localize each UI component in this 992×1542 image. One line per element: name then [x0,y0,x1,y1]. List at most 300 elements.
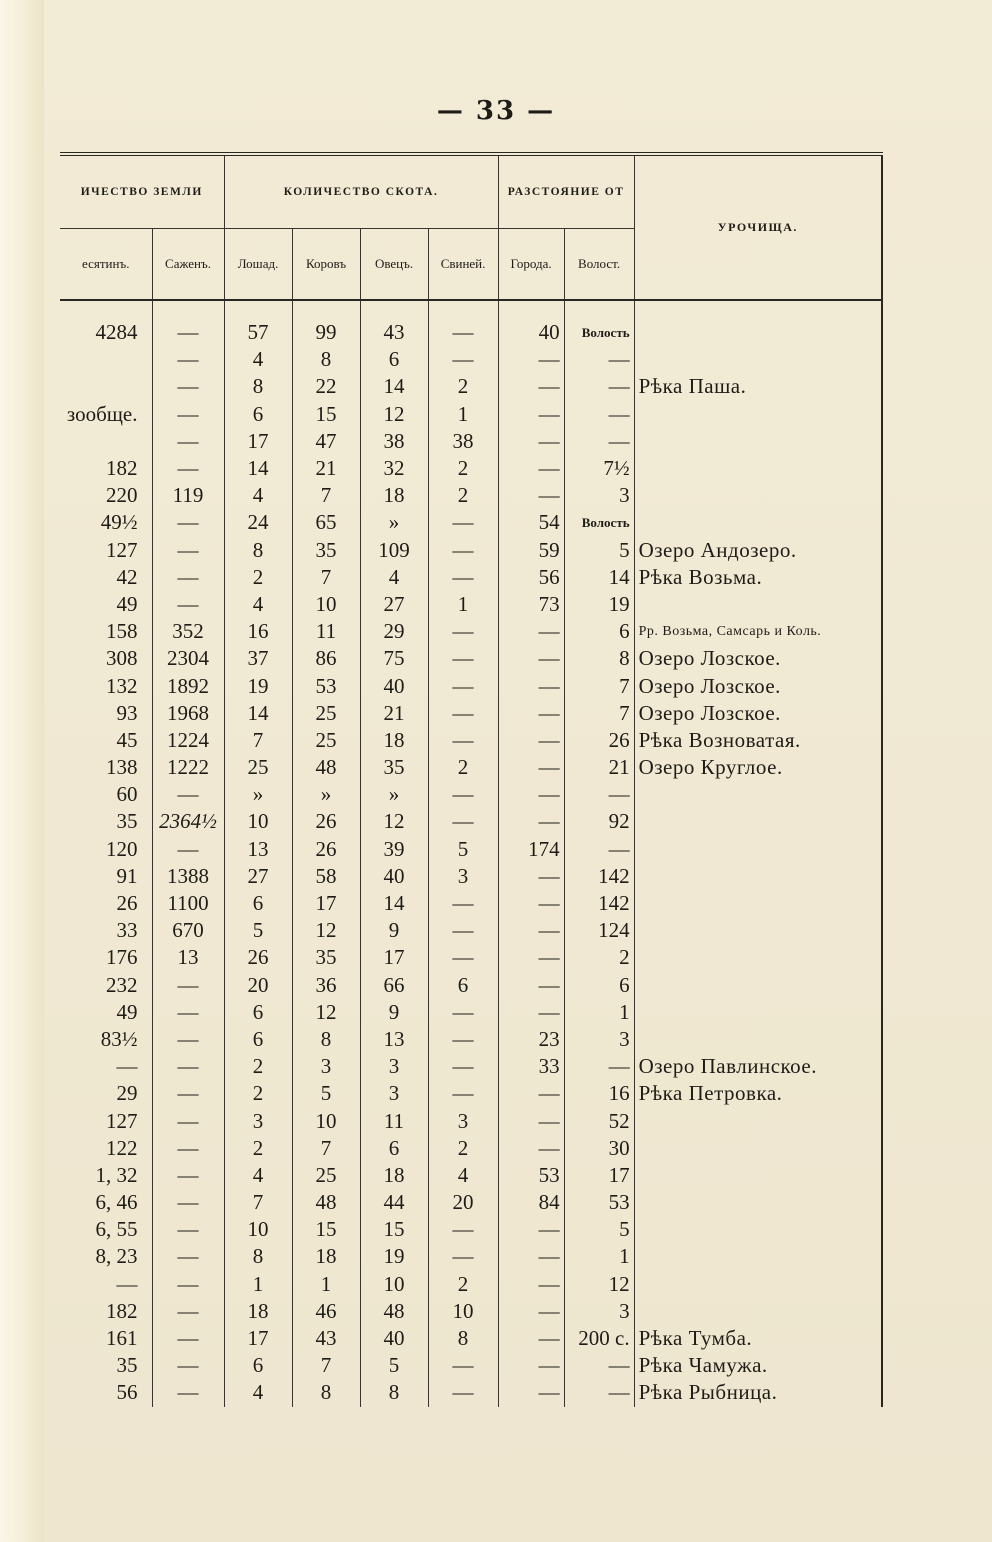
cell-horses: 4 [224,346,292,373]
cell-horses: 10 [224,1216,292,1243]
cell-desyatin: 35 [60,808,152,835]
cell-desyatin: 308 [60,645,152,672]
cell-cows: 17 [292,890,360,917]
cell-pigs: 2 [428,373,498,400]
cell-cows: 18 [292,1243,360,1270]
cell-pigs: 2 [428,754,498,781]
cell-volost: 7 [564,700,634,727]
cell-horses: 14 [224,700,292,727]
cell-sazhen: 352 [152,618,224,645]
cell-horses: 4 [224,482,292,509]
cell-place: Озеро Павлинское. [634,1053,882,1080]
cell-volost: — [564,401,634,428]
cell-sazhen: — [152,537,224,564]
cell-horses: 5 [224,917,292,944]
cell-horses: 14 [224,455,292,482]
cell-cows: 65 [292,509,360,536]
cell-cows: 21 [292,455,360,482]
cell-place: Рѣка Петровка. [634,1080,882,1107]
cell-desyatin: 176 [60,944,152,971]
cell-sheep: 14 [360,890,428,917]
cell-volost: 7½ [564,455,634,482]
cell-cows: 15 [292,1216,360,1243]
cell-cows: 5 [292,1080,360,1107]
cell-volost: 8 [564,645,634,672]
cell-town: — [498,781,564,808]
cell-desyatin [60,346,152,373]
cell-cows: 26 [292,808,360,835]
cell-sazhen: — [152,509,224,536]
table-row [60,1107,882,1134]
cell-sazhen: — [152,1271,224,1298]
cell-sheep: 18 [360,1162,428,1189]
cell-town: — [498,972,564,999]
cell-pigs: — [428,672,498,699]
cell-volost: — [564,781,634,808]
cell-sazhen: — [152,1352,224,1379]
cell-horses: 10 [224,808,292,835]
cell-volost: 124 [564,917,634,944]
cell-horses: 8 [224,373,292,400]
cell-town: — [498,1271,564,1298]
cell-sazhen: 13 [152,944,224,971]
cell-desyatin: 127 [60,1107,152,1134]
cell-place [634,346,882,373]
cell-place [634,482,882,509]
cell-sazhen: — [152,1298,224,1325]
table-row [60,1352,882,1379]
cell-pigs: — [428,727,498,754]
cell-sheep: 10 [360,1271,428,1298]
cell-volost: 52 [564,1107,634,1134]
cell-desyatin: 127 [60,537,152,564]
cell-place: Рѣка Чамужа. [634,1352,882,1379]
cell-desyatin: 49 [60,999,152,1026]
cell-horses: 37 [224,645,292,672]
cell-horses: 2 [224,1080,292,1107]
cell-sheep: 15 [360,1216,428,1243]
cell-town: — [498,482,564,509]
cell-cows: 15 [292,401,360,428]
cell-sazhen: — [152,455,224,482]
cell-place [634,1216,882,1243]
cell-sazhen: 119 [152,482,224,509]
cell-town: — [498,645,564,672]
cell-sheep: 3 [360,1080,428,1107]
cell-pigs: — [428,700,498,727]
cell-desyatin: 83½ [60,1026,152,1053]
cell-volost: 14 [564,564,634,591]
cell-place [634,591,882,618]
cell-town: 73 [498,591,564,618]
cell-pigs: — [428,999,498,1026]
cell-place [634,1271,882,1298]
cell-town: — [498,754,564,781]
cell-sheep: 38 [360,428,428,455]
cell-place: Озеро Лозское. [634,672,882,699]
cell-place [634,1189,882,1216]
table-row [60,373,882,400]
cell-place: Рѣка Возьма. [634,564,882,591]
cell-desyatin: 8, 23 [60,1243,152,1270]
table-row [60,1026,882,1053]
cell-pigs: 38 [428,428,498,455]
cell-sheep: 12 [360,808,428,835]
cell-town: 56 [498,564,564,591]
cell-place [634,1243,882,1270]
cell-volost: 3 [564,1026,634,1053]
cell-horses: 6 [224,401,292,428]
cell-sazhen: 1224 [152,727,224,754]
cell-place: Рѣка Тумба. [634,1325,882,1352]
table-row [60,1216,882,1243]
cell-sazhen: — [152,781,224,808]
cell-sheep: 9 [360,917,428,944]
cell-cows: 1 [292,1271,360,1298]
cell-desyatin: 91 [60,863,152,890]
cell-desyatin: 35 [60,1352,152,1379]
book-gutter [0,0,44,1542]
table-row [60,428,882,455]
cell-sheep: 8 [360,1379,428,1406]
header-volost: Волост. [564,229,634,301]
cell-sheep: 40 [360,863,428,890]
cell-pigs: 20 [428,1189,498,1216]
cell-place: Рр. Возьма, Самсарь и Коль. [634,618,882,645]
cell-sheep: 19 [360,1243,428,1270]
cell-cows: 7 [292,1135,360,1162]
cell-horses: 8 [224,537,292,564]
cell-town: — [498,346,564,373]
cell-sazhen: — [152,1080,224,1107]
cell-place [634,972,882,999]
table-row [60,1325,882,1352]
cell-pigs: — [428,890,498,917]
cell-pigs: — [428,509,498,536]
cell-horses: 4 [224,591,292,618]
cell-volost: — [564,836,634,863]
cell-sheep: 109 [360,537,428,564]
cell-place [634,401,882,428]
cell-sheep: 18 [360,482,428,509]
cell-desyatin: 33 [60,917,152,944]
cell-horses: 4 [224,1379,292,1406]
header-town: Города. [498,229,564,301]
cell-place: Озеро Лозское. [634,700,882,727]
cell-sazhen: — [152,1026,224,1053]
cell-sheep: 32 [360,455,428,482]
cell-horses: 7 [224,1189,292,1216]
cell-cows: 11 [292,618,360,645]
cell-town: — [498,618,564,645]
cell-horses: 2 [224,1053,292,1080]
cell-desyatin: зообще. [60,401,152,428]
cell-sheep: 44 [360,1189,428,1216]
cell-pigs: — [428,944,498,971]
cell-pigs: 1 [428,401,498,428]
cell-sazhen: — [152,1107,224,1134]
header-distance: РАЗСТОЯНИЕ ОТ [498,154,634,229]
cell-sazhen: — [152,999,224,1026]
cell-horses: 17 [224,1325,292,1352]
cell-sheep: 5 [360,1352,428,1379]
cell-horses: 7 [224,727,292,754]
table-row [60,1271,882,1298]
cell-horses: 1 [224,1271,292,1298]
cell-town: — [498,672,564,699]
header-desyatin: есятинъ. [60,229,152,301]
cell-cows: 7 [292,1352,360,1379]
cell-horses: 27 [224,863,292,890]
cell-sazhen: — [152,373,224,400]
header-land: ИЧЕСТВО ЗЕМЛИ [60,154,224,229]
table-row [60,972,882,999]
table-row [60,346,882,373]
cell-sazhen: 1100 [152,890,224,917]
table-row [60,401,882,428]
cell-desyatin: 158 [60,618,152,645]
cell-cows: 22 [292,373,360,400]
cell-cows: 25 [292,1162,360,1189]
cell-pigs: — [428,781,498,808]
cell-volost: — [564,1352,634,1379]
table-row [60,917,882,944]
cell-cows: 58 [292,863,360,890]
cell-volost: — [564,346,634,373]
cell-volost: 2 [564,944,634,971]
cell-volost: 16 [564,1080,634,1107]
cell-sheep: 12 [360,401,428,428]
cell-place: Озеро Круглое. [634,754,882,781]
table-row [60,700,882,727]
table-row [60,890,882,917]
cell-pigs: — [428,564,498,591]
cell-pigs: — [428,537,498,564]
cell-volost: 1 [564,999,634,1026]
table-row [60,836,882,863]
cell-sazhen: — [152,1325,224,1352]
cell-town: — [498,700,564,727]
cell-sazhen: 670 [152,917,224,944]
cell-town: — [498,428,564,455]
cell-horses: 18 [224,1298,292,1325]
cell-town: — [498,890,564,917]
cell-sheep: 35 [360,754,428,781]
statistics-table [60,152,883,1407]
cell-town: — [498,1325,564,1352]
cell-town: — [498,1107,564,1134]
cell-place: Озеро Лозское. [634,645,882,672]
cell-sheep: 14 [360,373,428,400]
cell-cows: 47 [292,428,360,455]
cell-place [634,890,882,917]
cell-cows: 12 [292,917,360,944]
cell-volost: — [564,1053,634,1080]
cell-sazhen: 2304 [152,645,224,672]
cell-volost: 142 [564,863,634,890]
cell-pigs: 10 [428,1298,498,1325]
cell-pigs: — [428,346,498,373]
cell-sazhen: 1222 [152,754,224,781]
cell-sazhen: — [152,972,224,999]
cell-sheep: 27 [360,591,428,618]
cell-desyatin: 6, 55 [60,1216,152,1243]
cell-desyatin: 29 [60,1080,152,1107]
cell-sheep: 48 [360,1298,428,1325]
cell-horses: » [224,781,292,808]
cell-place [634,455,882,482]
cell-sheep: » [360,509,428,536]
cell-town: — [498,863,564,890]
cell-desyatin: 1, 32 [60,1162,152,1189]
table-body [60,300,882,1407]
table-row [60,618,882,645]
table-row [60,1298,882,1325]
cell-volost: Волость [564,300,634,346]
cell-place [634,863,882,890]
cell-place [634,1107,882,1134]
cell-desyatin: 132 [60,672,152,699]
cell-volost: 92 [564,808,634,835]
cell-town: 174 [498,836,564,863]
table-row [60,863,882,890]
cell-pigs: 1 [428,591,498,618]
cell-volost: 3 [564,1298,634,1325]
table-row [60,482,882,509]
table-row [60,944,882,971]
cell-volost: — [564,1379,634,1406]
cell-sheep: 66 [360,972,428,999]
table-row [60,1162,882,1189]
cell-sazhen: — [152,1243,224,1270]
cell-cows: 36 [292,972,360,999]
cell-desyatin: 120 [60,836,152,863]
cell-cows: 99 [292,300,360,346]
cell-sheep: 13 [360,1026,428,1053]
cell-town: — [498,373,564,400]
cell-town: 59 [498,537,564,564]
cell-cows: 12 [292,999,360,1026]
cell-horses: 26 [224,944,292,971]
cell-desyatin: 138 [60,754,152,781]
cell-cows: 35 [292,944,360,971]
table-row [60,781,882,808]
cell-cows: 8 [292,1026,360,1053]
cell-sheep: 11 [360,1107,428,1134]
cell-sheep: 29 [360,618,428,645]
cell-volost: 30 [564,1135,634,1162]
cell-desyatin: 45 [60,727,152,754]
cell-volost: 1 [564,1243,634,1270]
cell-cows: 10 [292,591,360,618]
cell-sazhen: 1388 [152,863,224,890]
cell-town: 40 [498,300,564,346]
cell-sazhen: — [152,836,224,863]
cell-horses: 8 [224,1243,292,1270]
cell-sheep: 40 [360,672,428,699]
cell-pigs: — [428,618,498,645]
cell-place [634,300,882,346]
cell-desyatin: 49½ [60,509,152,536]
cell-pigs: — [428,300,498,346]
cell-pigs: 8 [428,1325,498,1352]
cell-volost: — [564,428,634,455]
cell-volost: 26 [564,727,634,754]
cell-town: 23 [498,1026,564,1053]
cell-sazhen: — [152,1135,224,1162]
cell-place [634,836,882,863]
cell-town: — [498,727,564,754]
cell-horses: 13 [224,836,292,863]
cell-horses: 4 [224,1162,292,1189]
cell-sazhen: 2364½ [152,808,224,835]
cell-pigs: — [428,1379,498,1406]
cell-volost: 3 [564,482,634,509]
header-horses: Лошад. [224,229,292,301]
cell-volost: 17 [564,1162,634,1189]
cell-sheep: 4 [360,564,428,591]
cell-volost: — [564,373,634,400]
table-row [60,300,882,346]
header-sheep: Овецъ. [360,229,428,301]
cell-horses: 6 [224,1026,292,1053]
cell-volost: 7 [564,672,634,699]
group-header-row [60,154,882,229]
cell-cows: 25 [292,700,360,727]
cell-desyatin: 56 [60,1379,152,1406]
cell-place [634,808,882,835]
cell-desyatin: 220 [60,482,152,509]
cell-town: 53 [498,1162,564,1189]
cell-cows: 46 [292,1298,360,1325]
cell-horses: 24 [224,509,292,536]
cell-pigs: — [428,1352,498,1379]
cell-volost: Волость [564,509,634,536]
cell-horses: 3 [224,1107,292,1134]
cell-town: — [498,455,564,482]
table-row [60,808,882,835]
cell-pigs: 5 [428,836,498,863]
cell-desyatin: 60 [60,781,152,808]
cell-desyatin [60,373,152,400]
cell-desyatin: 49 [60,591,152,618]
cell-desyatin: 93 [60,700,152,727]
cell-town: — [498,1216,564,1243]
cell-pigs: 2 [428,482,498,509]
table-row [60,591,882,618]
cell-desyatin: 42 [60,564,152,591]
cell-desyatin: 122 [60,1135,152,1162]
cell-cows: » [292,781,360,808]
table-row [60,509,882,536]
cell-sazhen: 1892 [152,672,224,699]
cell-sazhen: — [152,1379,224,1406]
cell-sazhen: — [152,1189,224,1216]
cell-volost: 21 [564,754,634,781]
cell-pigs: — [428,917,498,944]
cell-pigs: 2 [428,455,498,482]
cell-horses: 17 [224,428,292,455]
cell-desyatin: 6, 46 [60,1189,152,1216]
cell-volost: 53 [564,1189,634,1216]
cell-place: Рѣка Возноватая. [634,727,882,754]
cell-place: Рѣка Паша. [634,373,882,400]
cell-town: 54 [498,509,564,536]
table-row [60,1379,882,1406]
table-row [60,672,882,699]
cell-pigs: — [428,1080,498,1107]
cell-town: — [498,1080,564,1107]
